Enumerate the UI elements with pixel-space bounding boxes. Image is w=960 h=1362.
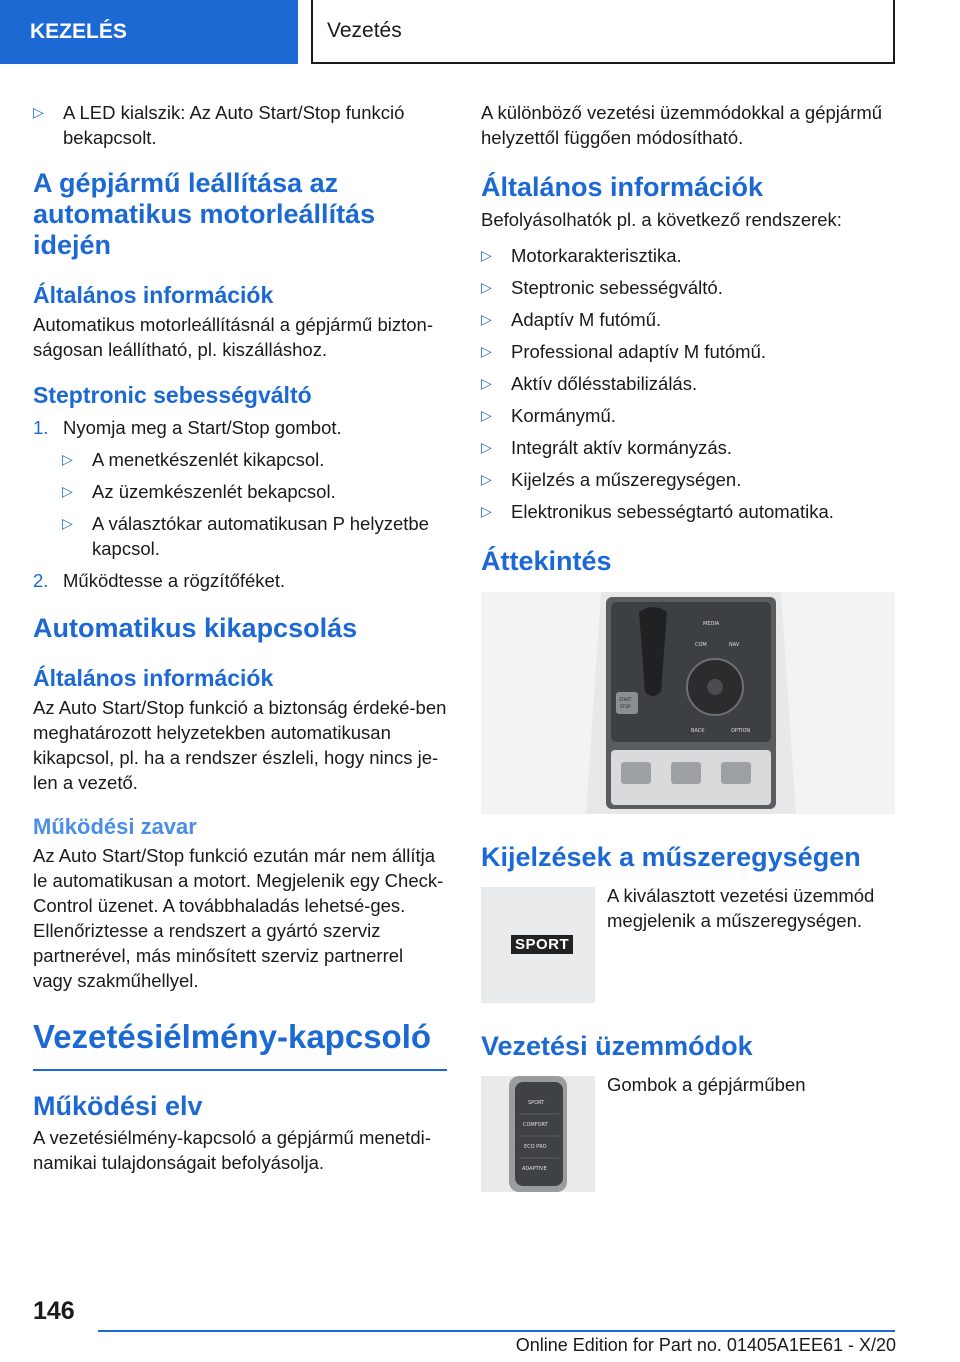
- triangle-bullet-icon: ▷: [62, 451, 73, 467]
- left-column: [33, 100, 447, 1175]
- section-label: Vezetés: [327, 19, 402, 42]
- chapter-tab[interactable]: [0, 0, 298, 64]
- triangle-bullet-icon: ▷: [481, 375, 492, 391]
- heading-display: Kijelzések a műszeregységen: [481, 842, 861, 872]
- list-item: 1. Nyomja meg a Start/Stop gombot.: [33, 417, 342, 438]
- list-item: ▷ Kijelzés a műszeregységen.: [481, 469, 742, 490]
- mode-label-comfort: COMFORT: [523, 1122, 548, 1128]
- triangle-bullet-icon: ▷: [481, 439, 492, 455]
- heading-switch: Vezetésiélmény-kapcsoló: [33, 1017, 447, 1071]
- triangle-bullet-icon: ▷: [481, 503, 492, 519]
- paragraph-fault: Az Auto Start/Stop funkció ezután már nem állítja le automatikusan a motort. Megjelenik egy Check-Control üzenet. A továbbhaladás lehetsé-ges. Ellenőriztesse a rendszert a gyártó szerviz partnerével, más minősített szerviz partnerrel vagy szakműhellyel.: [33, 845, 444, 991]
- list-item: ▷ Steptronic sebességváltó.: [481, 277, 723, 298]
- console-photo: [481, 592, 895, 814]
- list-item: ▷ Integrált aktív kormányzás.: [481, 437, 733, 458]
- sport-badge: SPORT: [511, 935, 573, 954]
- paragraph-general-2: Az Auto Start/Stop funkció a biztonság érdeké-ben meghatározott helyzetekben automatikusan kikapcsol, pl. ha a rendszer észleli, hogy nincs je-len a vezető.: [33, 697, 447, 793]
- step-number: 2.: [33, 570, 49, 591]
- list-item: ▷ A menetkészenlét kikapcsol.: [62, 449, 325, 470]
- heading-general-1: Általános információk: [33, 282, 274, 308]
- buttons-photo: [481, 1076, 595, 1192]
- console-label-media: MEDIA: [703, 621, 720, 627]
- list-item: ▷ Aktív dőlésstabilizálás.: [481, 373, 698, 394]
- paragraph-buttons: Gombok a gépjárműben: [607, 1074, 806, 1095]
- paragraph-modes: A különböző vezetési üzemmódokkal a gépjármű helyzettől függően módosítható.: [481, 102, 883, 148]
- heading-auto-off: Automatikus kikapcsolás: [33, 613, 358, 643]
- mode-label-eco-pro: ECO PRO: [524, 1144, 547, 1150]
- heading-fault: Működési zavar: [33, 814, 197, 839]
- triangle-bullet-icon: ▷: [481, 311, 492, 327]
- triangle-bullet-icon: ▷: [481, 247, 492, 263]
- list-item: ▷ Kormánymű.: [481, 405, 616, 426]
- list-item: ▷ Motorkarakterisztika.: [481, 245, 682, 266]
- list-item: ▷ Adaptív M futómű.: [481, 309, 662, 330]
- display-block: [481, 887, 895, 1003]
- console-label-stop: STOP: [620, 704, 631, 709]
- triangle-bullet-icon: ▷: [481, 279, 492, 295]
- paragraph-principle: A vezetésiélmény-kapcsoló a gépjármű menetdi-namikai tulajdonságait befolyásolja.: [33, 1127, 431, 1173]
- systems-list: [481, 243, 895, 524]
- heading-general-right: Általános információk: [481, 172, 764, 202]
- mode-buttons-illustration: [481, 1076, 595, 1192]
- heading-general-2: Általános információk: [33, 665, 274, 691]
- triangle-bullet-icon: ▷: [481, 407, 492, 423]
- triangle-bullet-icon: ▷: [481, 471, 492, 487]
- triangle-bullet-icon: ▷: [62, 483, 73, 499]
- triangle-bullet-icon: ▷: [33, 104, 44, 120]
- page-number: 146: [33, 1297, 75, 1325]
- chapter-label: KEZELÉS: [30, 20, 127, 43]
- list-item: ▷ A LED kialszik: Az Auto Start/Stop funkció bekapcsolt.: [33, 102, 405, 148]
- triangle-bullet-icon: ▷: [62, 515, 73, 531]
- list-item: 2. Működtesse a rögzítőféket.: [33, 570, 286, 591]
- heading-stop: A gépjármű leállítása az automatikus motorleállítás idején: [33, 168, 376, 260]
- display-photo: [481, 887, 595, 1003]
- mode-label-sport: SPORT: [528, 1100, 545, 1106]
- footer-divider: [98, 1330, 895, 1332]
- list-item: ▷ Elektronikus sebességtartó automatika.: [481, 501, 834, 522]
- section-header: [311, 0, 895, 64]
- edition-note: Online Edition for Part no. 01405A1EE61 - X/20: [515, 1335, 896, 1355]
- right-column: [481, 100, 895, 1192]
- modes-block: [481, 1076, 895, 1192]
- console-label-back: BACK: [691, 728, 705, 734]
- console-label-com: COM: [695, 642, 707, 648]
- triangle-bullet-icon: ▷: [481, 343, 492, 359]
- paragraph-influence: Befolyásolhatók pl. a következő rendszerek:: [481, 209, 842, 230]
- mode-label-adaptive: ADAPTIVE: [522, 1166, 547, 1172]
- list-item: ▷ A választókar automatikusan P helyzetbe kapcsol.: [62, 513, 429, 559]
- console-illustration: [481, 592, 895, 814]
- list-item: ▷ Az üzemkészenlét bekapcsol.: [62, 481, 336, 502]
- console-label-start: START: [619, 697, 632, 702]
- heading-overview: Áttekintés: [481, 546, 612, 576]
- paragraph-display: A kiválasztott vezetési üzemmód megjelenik a műszeregységen.: [607, 885, 875, 931]
- heading-principle: Működési elv: [33, 1091, 203, 1121]
- heading-steptronic: Steptronic sebességváltó: [33, 382, 312, 408]
- list-item: ▷ Professional adaptív M futómű.: [481, 341, 767, 362]
- paragraph-general-1: Automatikus motorleállításnál a gépjármű bizton-ságosan leállítható, pl. kiszálláshoz.: [33, 314, 433, 360]
- console-label-option: OPTION: [731, 728, 751, 734]
- heading-modes: Vezetési üzemmódok: [481, 1031, 753, 1061]
- console-label-nav: NAV: [729, 642, 740, 648]
- step-number: 1.: [33, 417, 49, 438]
